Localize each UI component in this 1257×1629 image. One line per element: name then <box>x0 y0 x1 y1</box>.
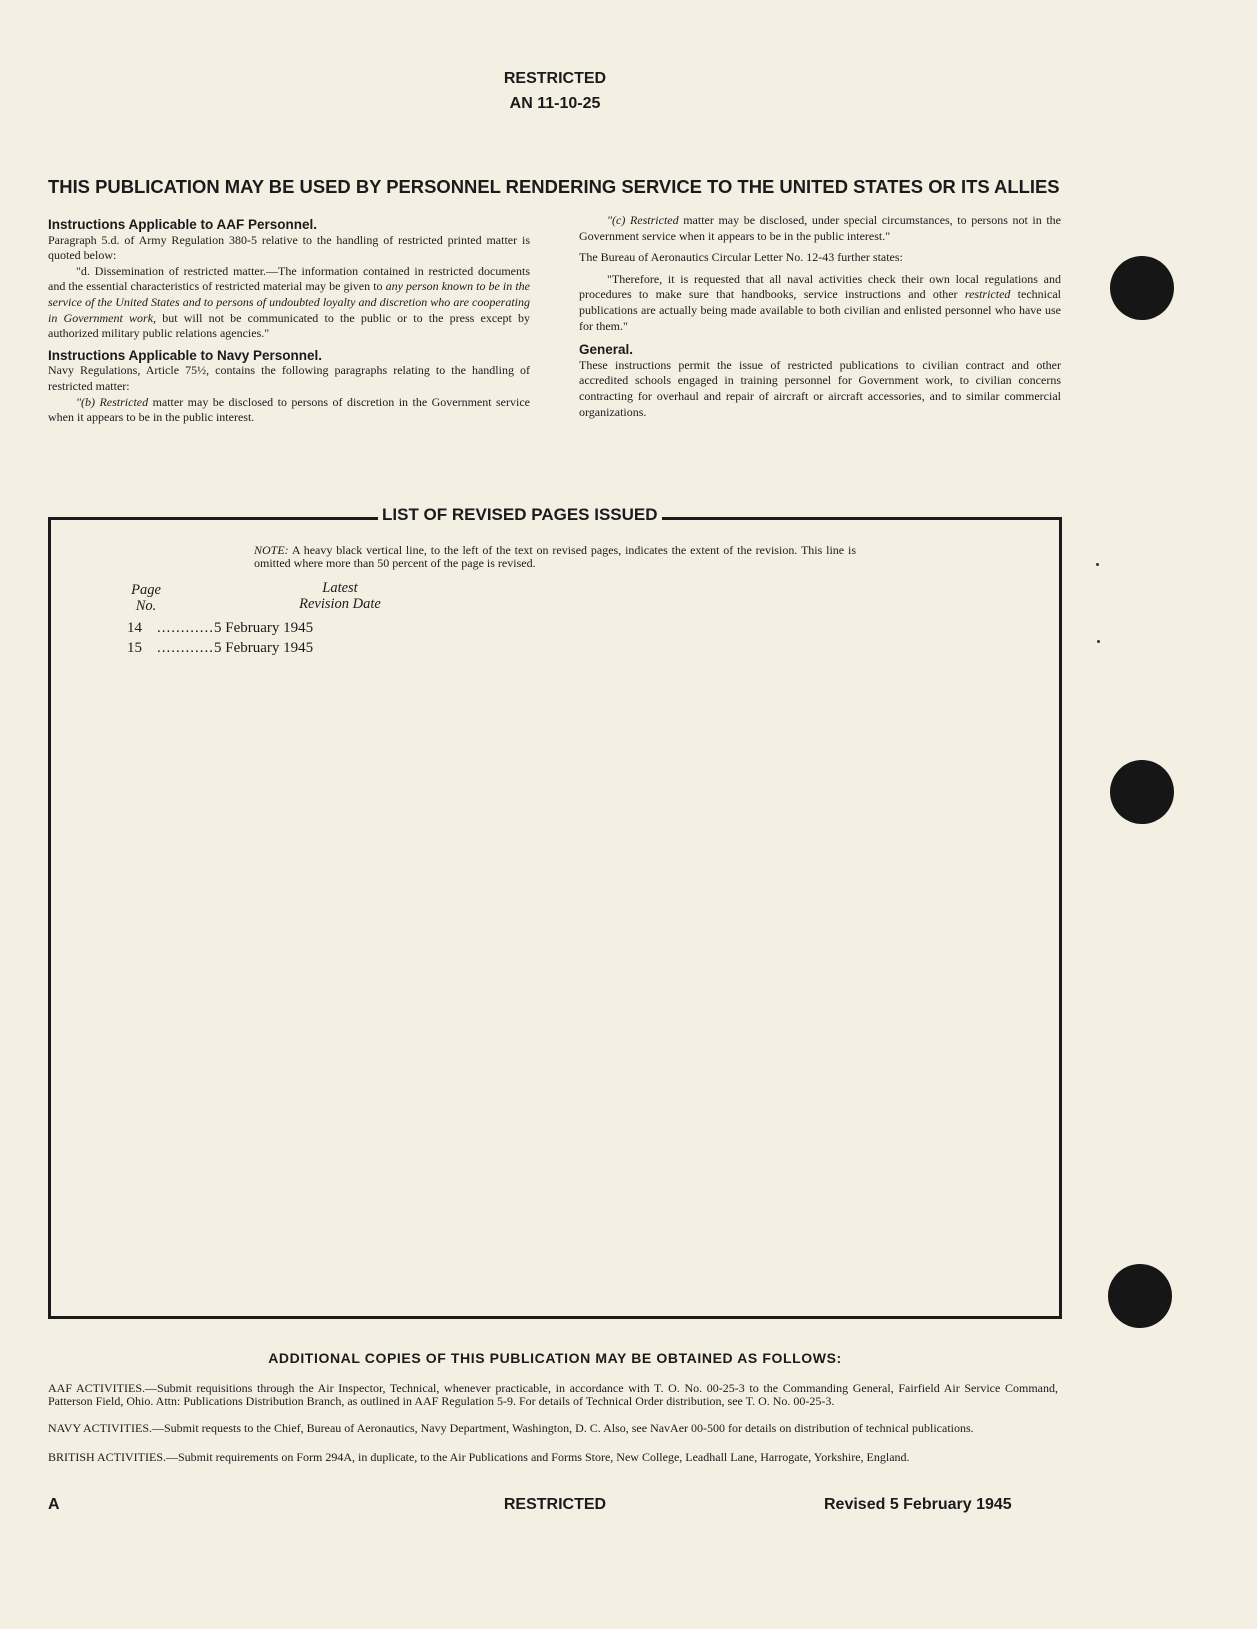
column-header-page <box>118 582 174 614</box>
footer-revision-date: Revised 5 February 1945 <box>824 1496 1012 1513</box>
speck <box>1096 563 1099 566</box>
row-date: 5 February 1945 <box>214 640 314 656</box>
aaf-quote <box>48 264 530 342</box>
navy-quote-c-italic: "(c) Restricted <box>607 213 679 227</box>
punch-hole <box>1108 1264 1172 1328</box>
table-row <box>127 620 313 637</box>
aaf-activities: AAF ACTIVITIES.—Submit requisitions through the Air Inspector, Technical, whenever practicable, in accordance with T. O. No. 00-25-3 to the Commanding General, Fairfield Air Service Command, Patterson Field, Ohio. Attn: Publications Distribution Branch, as outlined in AAF Regulation 5-9. For details of Technical Order distribution, see T. O. No. 00-25-3. <box>48 1381 1058 1408</box>
footer-page-letter: A <box>48 1496 60 1513</box>
navy-quote-b-text: matter may be disclosed to persons of discretion in the Government service when it appears to be in the public interest. <box>48 394 530 425</box>
footer-classification: RESTRICTED <box>503 1496 607 1513</box>
navy-heading: Instructions Applicable to Navy Personnel. <box>48 347 323 363</box>
table-row <box>127 640 313 657</box>
aaf-quote-text: "d. Dissemination of restricted matter.—The information contained in restricted documents and the essential characteristics of restricted material may be given to <box>48 263 530 294</box>
navy-quote-c <box>579 213 1061 244</box>
left-column <box>48 217 530 426</box>
row-date: 5 February 1945 <box>214 620 314 636</box>
header-classification: RESTRICTED <box>503 70 607 87</box>
therefore-paragraph <box>579 272 1061 334</box>
column-header-date <box>280 580 400 612</box>
row-page: 15 <box>127 640 142 656</box>
aaf-quote-italic: any person known to be in the service of the United States and to persons of undoubted loyalty and discretion who are cooperating in Government work, <box>48 279 530 325</box>
punch-hole <box>1110 760 1174 824</box>
header-document-number: AN 11-10-25 <box>509 95 601 112</box>
general-heading: General. <box>579 342 634 358</box>
therefore-italic: restricted <box>964 287 1011 302</box>
additional-copies-title: ADDITIONAL COPIES OF THIS PUBLICATION MAY BE OBTAINED AS FOLLOWS: <box>268 1350 842 1366</box>
aaf-heading: Instructions Applicable to AAF Personnel. <box>48 217 318 232</box>
navy-paragraph: Navy Regulations, Article 75½, contains the following paragraphs relating to the handling of restricted matter: <box>48 363 530 393</box>
revision-note <box>254 544 856 570</box>
punch-hole <box>1110 256 1174 320</box>
therefore-text-end: technical publications are actually being made available to both civilian and enlisted personnel who have use for them." <box>579 287 1061 333</box>
revised-pages-title: LIST OF REVISED PAGES ISSUED <box>378 505 662 525</box>
navy-quote-b-italic: "(b) Restricted <box>76 394 149 409</box>
general-paragraph: These instructions permit the issue of restricted publications to civilian contract and other accredited schools engaged in training personnel for Government work, to civilian concerns contracting for overhaul and repair of aircraft or aircraft accessories, and to similar commercial organizations. <box>579 357 1061 419</box>
row-dots: ............ <box>157 640 214 656</box>
aaf-paragraph: Paragraph 5.d. of Army Regulation 380-5 relative to the handling of restricted printed matter is quoted below: <box>48 232 530 263</box>
column-header-date-line2: Revision Date <box>299 596 381 612</box>
aaf-quote-text-end: but will not be communicated to the public or to the press except by authorized military public relations agencies." <box>48 310 530 341</box>
column-header-date-line1: Latest <box>322 580 358 596</box>
speck <box>1097 640 1100 643</box>
bureau-paragraph: The Bureau of Aeronautics Circular Letter No. 12-43 further states: <box>579 250 903 265</box>
revised-pages-box <box>48 517 1062 1319</box>
usage-banner: THIS PUBLICATION MAY BE USED BY PERSONNEL RENDERING SERVICE TO THE UNITED STATES OR ITS ALLIES <box>48 176 1060 197</box>
column-header-page-line2: No. <box>135 598 157 614</box>
column-header-page-line1: Page <box>131 582 161 598</box>
row-page: 14 <box>127 620 142 636</box>
navy-quote-c-text: matter may be disclosed, under special circumstances, to persons not in the Government service when it appears to be in the public interest." <box>579 213 1061 243</box>
row-dots: ............ <box>157 620 214 636</box>
right-column <box>579 213 1061 420</box>
navy-quote-b <box>48 395 530 426</box>
note-text: A heavy black vertical line, to the left of the text on revised pages, indicates the extent of the revision. This line is omitted where more than 50 percent of the page is revised. <box>254 543 856 570</box>
note-label: NOTE: <box>254 543 289 557</box>
therefore-text: "Therefore, it is requested that all naval activities check their own local regulations and procedures to make sure that handbooks, service instructions and other <box>579 271 1061 302</box>
navy-activities: NAVY ACTIVITIES.—Submit requests to the Chief, Bureau of Aeronautics, Navy Department, Washington, D. C. Also, see NavAer 00-500 for details on distribution of technical publications. <box>48 1421 974 1435</box>
british-activities: BRITISH ACTIVITIES.—Submit requirements on Form 294A, in duplicate, to the Air Publications and Forms Store, New College, Leadhall Lane, Harrogate, Yorkshire, England. <box>48 1450 910 1464</box>
